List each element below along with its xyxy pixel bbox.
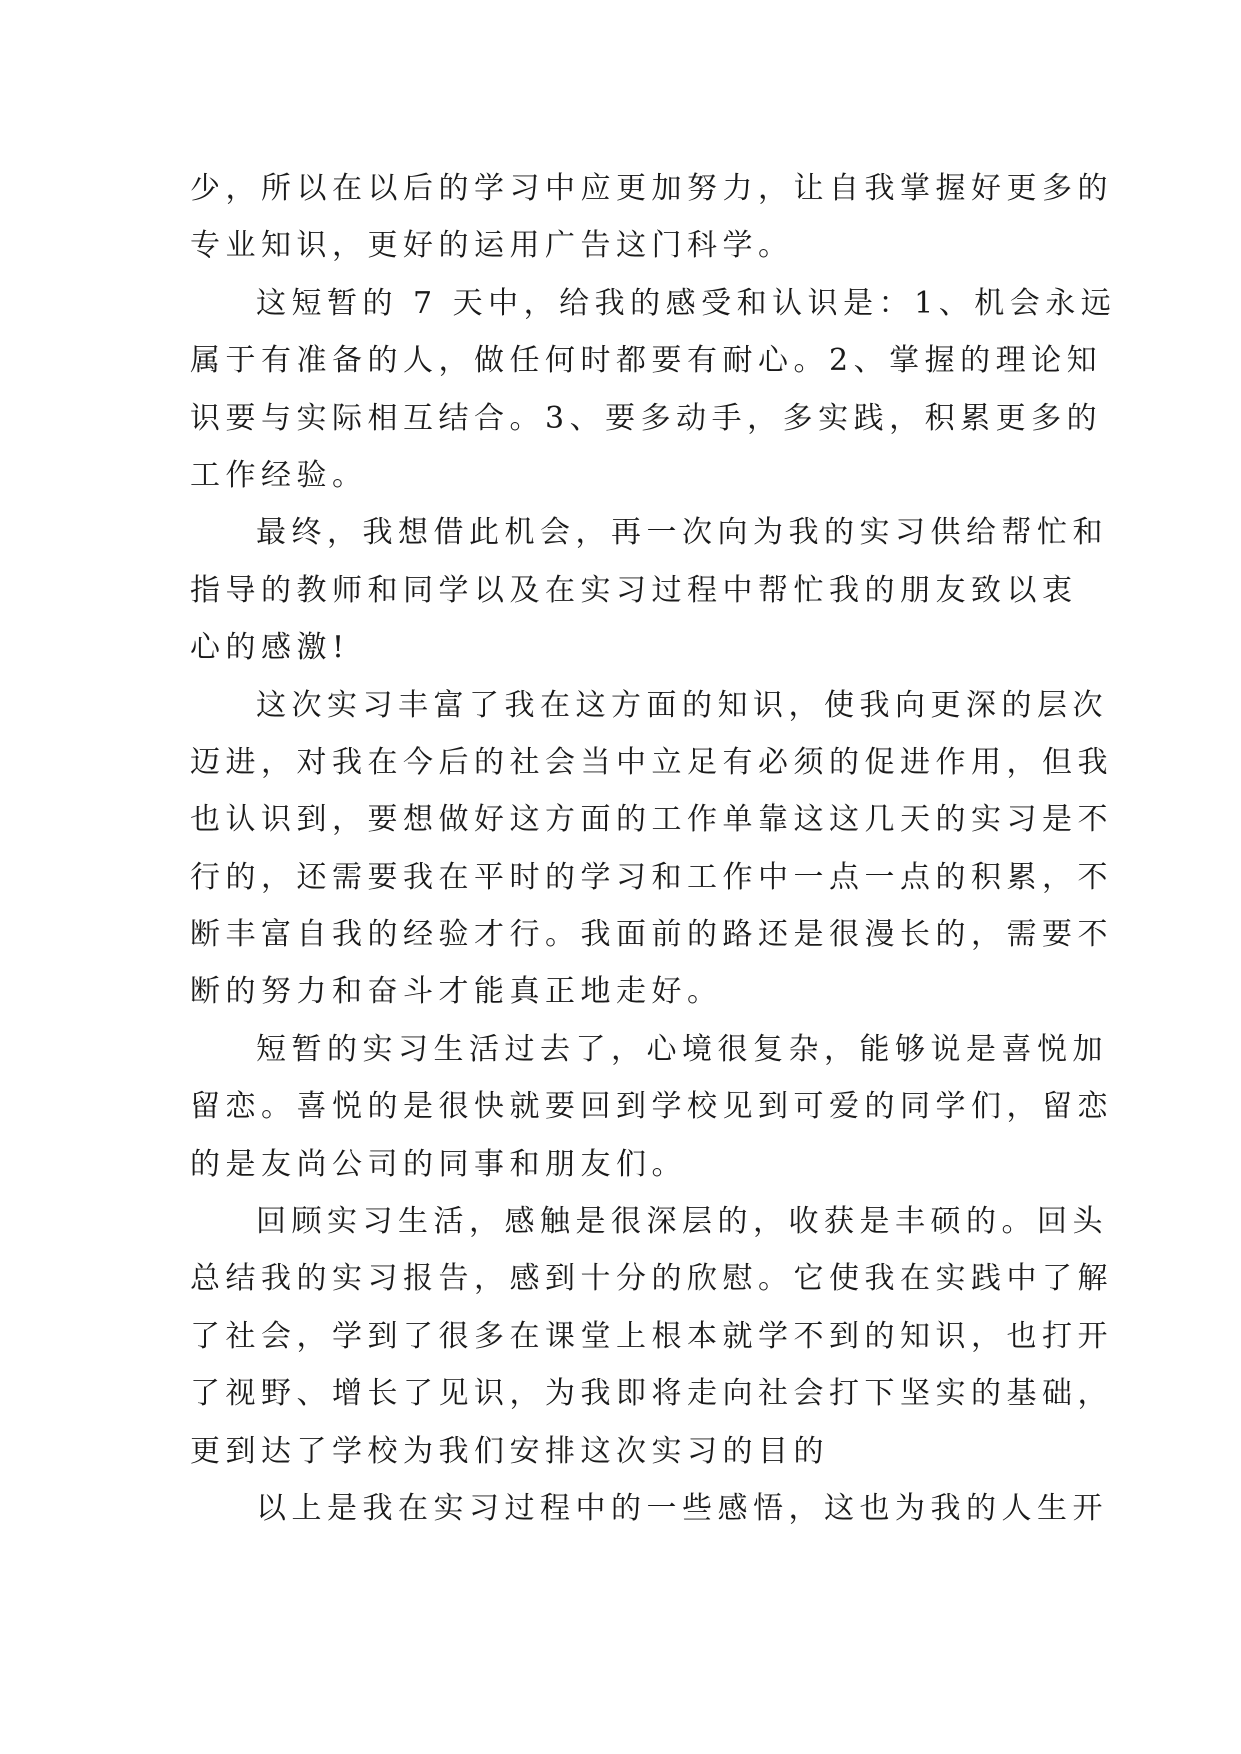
body-text (190, 160, 1117, 1537)
text-line: 专业知识，更好的运用广告这门科学。 (190, 228, 794, 264)
text-line: 总结我的实习报告，感到十分的欣慰。它使我在实践中了解 (190, 1261, 1113, 1297)
text-line: 这次实习丰富了我在这方面的知识，使我向更深的层次 (256, 687, 1108, 723)
paragraph-5 (190, 1021, 1113, 1193)
paragraph-4 (190, 677, 1113, 1021)
text-line: 迈进，对我在今后的社会当中立足有必须的促进作用，但我 (190, 744, 1113, 780)
paragraph-7 (190, 1480, 1108, 1537)
text-line: 这短暂的 7 天中，给我的感受和认识是：1、机会永远 (256, 285, 1117, 321)
text-line: 以上是我在实习过程中的一些感悟，这也为我的人生开 (256, 1490, 1108, 1526)
text-line: 行的，还需要我在平时的学习和工作中一点一点的积累，不 (190, 859, 1113, 895)
text-line: 少，所以在以后的学习中应更加努力，让自我掌握好更多的 (190, 171, 1113, 206)
text-line: 留恋。喜悦的是很快就要回到学校见到可爱的同学们，留恋 (190, 1089, 1113, 1125)
text-line: 短暂的实习生活过去了，心境很复杂，能够说是喜悦加 (256, 1031, 1108, 1067)
text-line: 的是友尚公司的同事和朋友们。 (190, 1146, 687, 1182)
text-line: 属于有准备的人，做任何时都要有耐心。2、掌握的理论知 (190, 343, 1103, 379)
text-line: 最终，我想借此机会，再一次向为我的实习供给帮忙和 (256, 515, 1108, 551)
text-line: 断的努力和奋斗才能真正地走好。 (190, 974, 723, 1010)
paragraph-3 (190, 504, 1108, 676)
text-line: 更到达了学校为我们安排这次实习的目的 (190, 1433, 829, 1469)
text-line: 了视野、增长了见识，为我即将走向社会打下坚实的基础， (190, 1376, 1113, 1412)
text-line: 也认识到，要想做好这方面的工作单靠这这几天的实习是不 (190, 802, 1113, 838)
text-line: 了社会，学到了很多在课堂上根本就学不到的知识，也打开 (190, 1318, 1113, 1354)
text-line: 指导的教师和同学以及在实习过程中帮忙我的朋友致以衷 (190, 572, 1078, 608)
text-line: 识要与实际相互结合。3、要多动手，多实践，积累更多的 (190, 400, 1103, 436)
text-line: 断丰富自我的经验才行。我面前的路还是很漫长的，需要不 (190, 917, 1113, 953)
paragraph-2 (190, 275, 1117, 505)
text-line: 心的感激! (190, 630, 350, 666)
text-line: 回顾实习生活，感触是很深层的，收获是丰硕的。回头 (256, 1204, 1108, 1240)
paragraph-1 (190, 160, 1113, 275)
paragraph-6 (190, 1193, 1113, 1480)
text-line: 工作经验。 (190, 457, 368, 493)
